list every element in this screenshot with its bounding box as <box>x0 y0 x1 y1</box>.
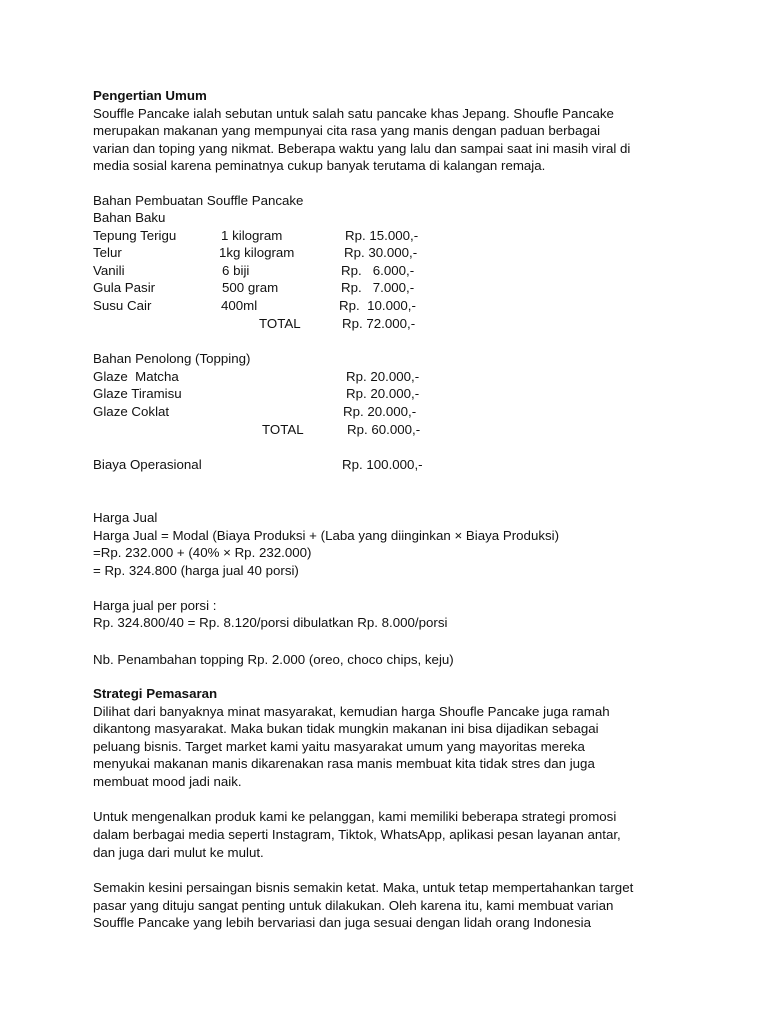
operasional-label: Biaya Operasional <box>93 457 202 472</box>
strategi-p1-line-1: Dilihat dari banyaknya minat masyarakat, kemudian harga Shoufle Pancake juga ramah <box>93 704 610 719</box>
heading-strategi-pemasaran: Strategi Pemasaran <box>93 686 218 701</box>
total-price: Rp. 72.000,- <box>342 316 416 331</box>
total-label: TOTAL <box>262 422 304 437</box>
item-price: Rp. 15.000,- <box>345 228 419 243</box>
strategi-p1-line-2: dikantong masyarakat. Maka bukan tidak mungkin makanan ini bisa dijadikan sebagai <box>93 721 599 736</box>
total-label: TOTAL <box>259 316 301 331</box>
strategi-p1-line-5: membuat mood jadi naik. <box>93 774 242 789</box>
item-name: Susu Cair <box>93 298 152 313</box>
harga-jual-title: Harga Jual <box>93 510 158 525</box>
umum-line-2: merupakan makanan yang mempunyai cita rasa yang manis dengan paduan berbagai <box>93 123 601 138</box>
item-price: Rp. 30.000,- <box>344 245 418 260</box>
strategi-p3-line-2: pasar yang dituju sangat penting untuk dilakukan. Oleh karena itu, kami membuat varian <box>93 898 614 913</box>
item-qty: 6 biji <box>222 263 250 278</box>
penolong-title: Bahan Penolong (Topping) <box>93 351 251 366</box>
strategi-p3-line-1: Semakin kesini persaingan bisnis semakin ketat. Maka, untuk tetap mempertahankan target <box>93 880 634 895</box>
harga-calc: =Rp. 232.000 + (40% × Rp. 232.000) <box>93 545 312 560</box>
item-price: Rp. 7.000,- <box>341 280 415 295</box>
nb-note: Nb. Penambahan topping Rp. 2.000 (oreo, choco chips, keju) <box>93 652 454 667</box>
item-name: Telur <box>93 245 122 260</box>
item-qty: 1kg kilogram <box>219 245 295 260</box>
umum-line-1: Souffle Pancake ialah sebutan untuk salah satu pancake khas Jepang. Shoufle Pancake <box>93 106 614 121</box>
item-qty: 400ml <box>221 298 258 313</box>
harga-formula: Harga Jual = Modal (Biaya Produksi + (Laba yang diinginkan × Biaya Produksi) <box>93 528 560 543</box>
item-price: Rp. 20.000,- <box>343 404 417 419</box>
harga-result: = Rp. 324.800 (harga jual 40 porsi) <box>93 563 299 578</box>
strategi-p1-line-3: peluang bisnis. Target market kami yaitu masyarakat umum yang mayoritas mereka <box>93 739 585 754</box>
umum-line-4: media sosial karena peminatnya cukup banyak terutama di kalangan remaja. <box>93 158 546 173</box>
strategi-p2-line-1: Untuk mengenalkan produk kami ke pelanggan, kami memiliki beberapa strategi promosi <box>93 809 617 824</box>
porsi-calc: Rp. 324.800/40 = Rp. 8.120/porsi dibulatkan Rp. 8.000/porsi <box>93 615 448 630</box>
item-qty: 500 gram <box>222 280 279 295</box>
item-name: Tepung Terigu <box>93 228 177 243</box>
item-qty: 1 kilogram <box>221 228 283 243</box>
item-price: Rp. 10.000,- <box>339 298 416 313</box>
bahan-title: Bahan Pembuatan Souffle Pancake <box>93 193 304 208</box>
item-name: Glaze Coklat <box>93 404 170 419</box>
item-price: Rp. 6.000,- <box>341 263 415 278</box>
item-name: Glaze Matcha <box>93 369 179 384</box>
strategi-p2-line-3: dan juga dari mulut ke mulut. <box>93 845 264 860</box>
operasional-price: Rp. 100.000,- <box>342 457 423 472</box>
item-name: Vanili <box>93 263 125 278</box>
strategi-p3-line-3: Souffle Pancake yang lebih bervariasi dan juga sesuai dengan lidah orang Indonesia <box>93 915 592 930</box>
item-name: Gula Pasir <box>93 280 156 295</box>
porsi-title: Harga jual per porsi : <box>93 598 217 613</box>
umum-line-3: varian dan toping yang nikmat. Beberapa waktu yang lalu dan sampai saat ini masih viral di <box>93 141 631 156</box>
heading-pengertian-umum: Pengertian Umum <box>93 88 207 103</box>
strategi-p1-line-4: menyukai makanan manis dikarenakan rasa manis membuat kita tidak stres dan juga <box>93 756 595 771</box>
strategi-p2-line-2: dalam berbagai media seperti Instagram, Tiktok, WhatsApp, aplikasi pesan layanan antar, <box>93 827 621 842</box>
item-price: Rp. 20.000,- <box>346 386 420 401</box>
item-name: Glaze Tiramisu <box>93 386 182 401</box>
total-price: Rp. 60.000,- <box>347 422 421 437</box>
bahan-baku-title: Bahan Baku <box>93 210 166 225</box>
item-price: Rp. 20.000,- <box>346 369 420 384</box>
